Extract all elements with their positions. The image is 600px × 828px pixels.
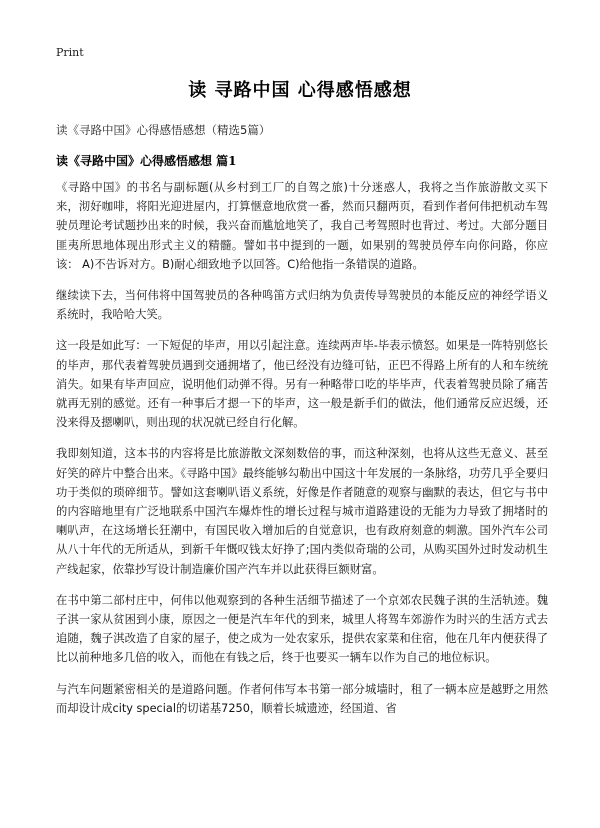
paragraph-4: 我即刻知道，这本书的内容将是比旅游散文深刻数倍的事，而这种深刻，也将从这些无意义、甚至好笑的碎片中整合出来。《寻路中国》最终能够勾勒出中国这十年发展的一条脉络，功劳几乎全要归功于类似的琐碎细节。譬如这套喇叭语义系统，好像是作者随意的观察与幽默的表达，但它与书中的内容暗地里有广泛地联系中国汽车爆炸性的增长过程与城市道路建设的无能为力导致了拥堵时的喇叭声，在这场增长狂潮中，有国民收入增加后的自觉意识，也有政府刻意的刺激。国外汽车公司从八十年代的无所适从，到新千年慨叹钱太好挣了;国内类似奇瑞的公司，从购买国外过时发动机生产线起家，依靠抄写设计制造廉价国产汽车并以此获得巨额财富。 bbox=[56, 447, 548, 576]
print-label[interactable]: Print bbox=[56, 46, 84, 59]
paragraph-1: 《寻路中国》的书名与副标题(从乡村到工厂的自驾之旅)十分迷惑人，我将之当作旅游散文买下来，沏好咖啡，将阳光迎进屋内，打算惬意地欣赏一番，然而只翻两页，看到作者何伟把机动车驾驶员理论考试题抄出来的时候，我兴奋而尴尬地笑了，我自己考驾照时也背过、考过。大部分题目匪夷所思地体现出形式主义的精髓。譬如书中提到的一题，如果别的驾驶员停车向你问路，你应该： A)不告诉对方。B)耐心细致地予以回答。C)给他指一条错误的道路。 bbox=[56, 181, 548, 271]
paragraph-5: 在书中第二部村庄中，何伟以他观察到的各种生活细节描述了一个京郊农民魏子淇的生活轨迹。魏子淇一家从贫困到小康，原因之一便是汽车年代的到来，城里人将驾车郊游作为时兴的生活方式去追随，魏子淇改造了自家的屋子，使之成为一处农家乐，提供农家菜和住宿，他在几年内便获得了比以前种地多几倍的收入，而他在有钱之后，终于也要买一辆车以作为自己的地位标识。 bbox=[56, 593, 548, 665]
section-heading: 读《寻路中国》心得感悟感想 篇1 bbox=[56, 154, 237, 168]
paragraph-6: 与汽车问题紧密相关的是道路问题。作者何伟写本书第一部分城墙时，租了一辆本应是越野之用然而却设计成city special的切诺基7250，顺着长城遗迹，经国道、省 bbox=[56, 682, 548, 715]
document-subtitle: 读《寻路中国》心得感悟感想（精选5篇） bbox=[56, 123, 271, 137]
paragraph-2: 继续读下去，当何伟将中国驾驶员的各种鸣笛方式归纳为负责传导驾驶员的本能反应的神经学语义系统时，我哈哈大笑。 bbox=[56, 289, 548, 322]
page-title: 读 寻路中国 心得感悟感想 bbox=[188, 80, 412, 101]
article-body bbox=[56, 178, 548, 730]
paragraph-3: 这一段是如此写：一下短促的毕声，用以引起注意。连续两声毕-毕表示愤怒。如果是一阵特别悠长的毕声，那代表着驾驶员遇到交通拥堵了，他已经没有边缝可钻，正巴不得路上所有的人和车统统消失。如果有毕声回应，说明他们动弹不得。另有一种略带口吃的毕毕声，代表着驾驶员除了痛苦就再无别的感觉。还有一种事后才摁一下的毕声，这一般是新手们的做法，他们通常反应迟缓，还没来得及摁喇叭，则出现的状况就已经自行化解。 bbox=[56, 339, 548, 430]
